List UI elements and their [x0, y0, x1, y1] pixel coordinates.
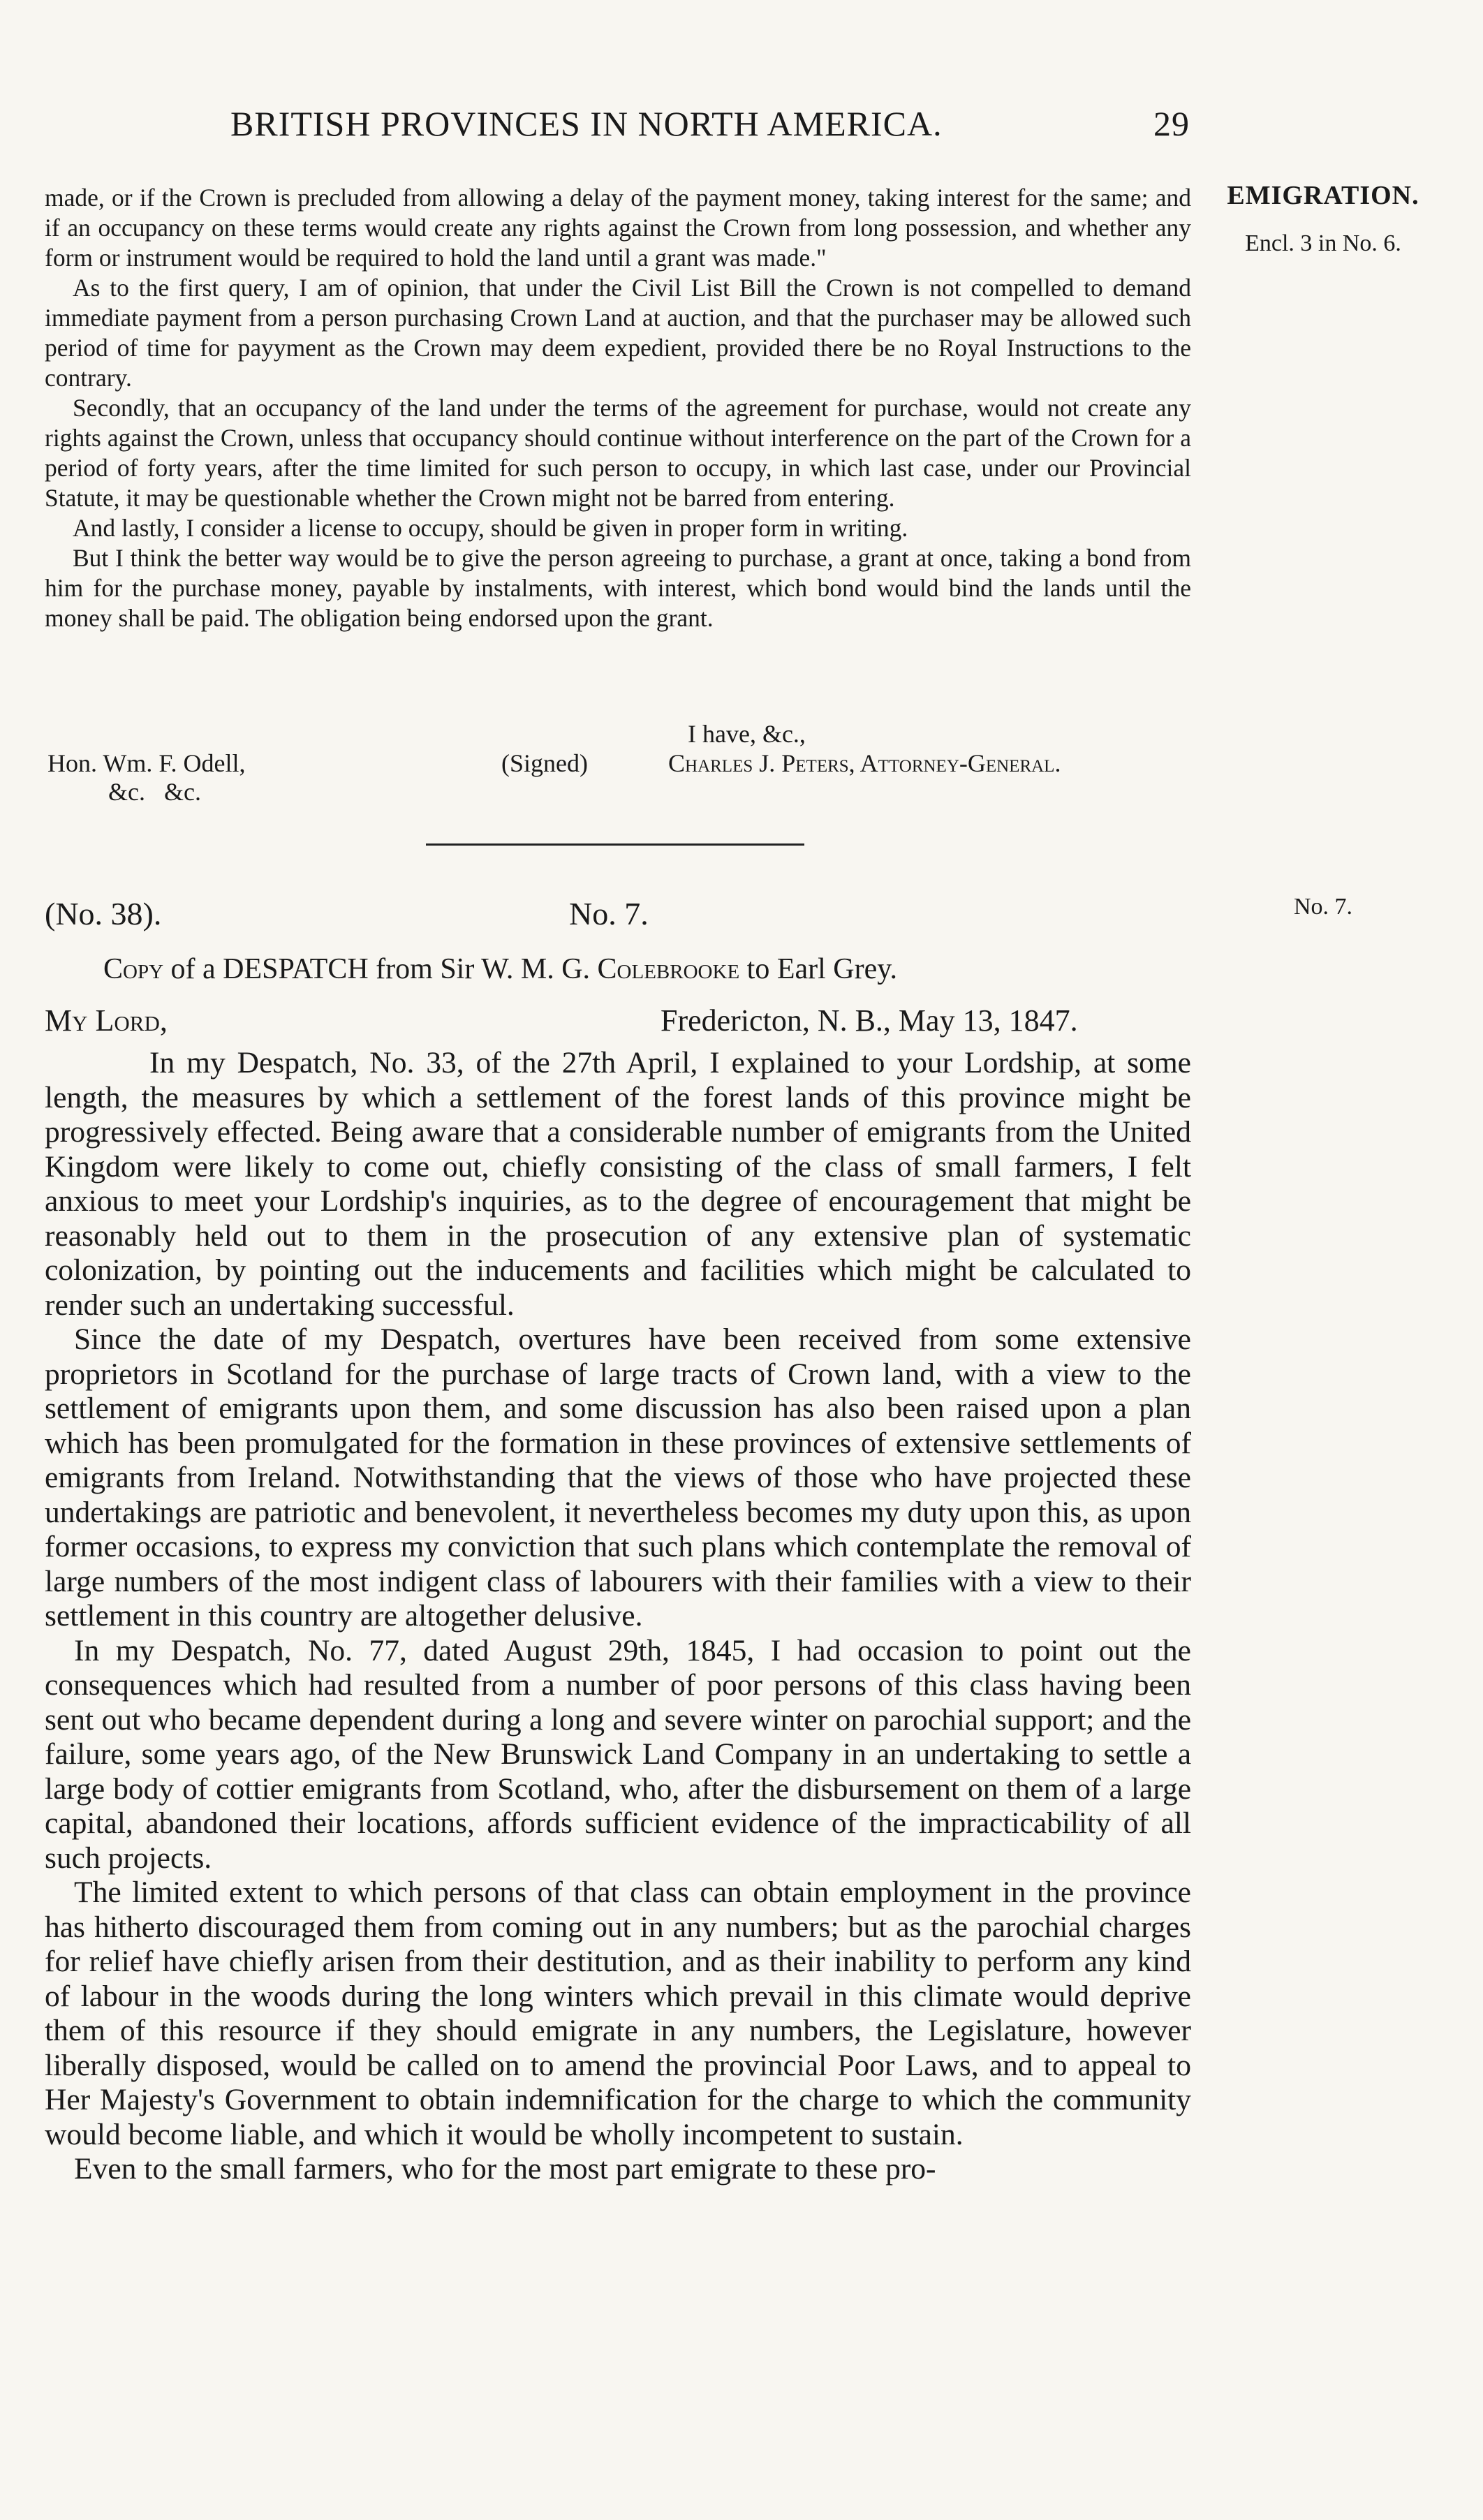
despatch-body: [45, 1046, 1191, 2187]
salutation: My Lord,: [45, 1003, 168, 1038]
enclosure-paragraph: And lastly, I consider a license to occupy, should be given in proper form in writing.: [73, 514, 908, 542]
title-rest: of a DESPATCH from Sir W. M. G.: [163, 953, 598, 985]
despatch-paragraph: In my Despatch, No. 33, of the 27th April, I explained to your Lordship, at some length, the measures by which a settlement of the forest lands of this province might be progressively effected. Being aware that a considerable number of emigrants from the United Kingdom were likely to come out, chiefly consisting of the class of small farmers, I felt anxious to meet your Lordship's inquiries, as to the degree of encouragement that might be reasonably held out to them in the prosecution of any extensive plan of systematic colonization, by pointing out the inducements and facilities which might be calculated to render such an undertaking successful.: [45, 1046, 1191, 1322]
margin-enclosure-label: Encl. 3 in No. 6.: [1245, 230, 1401, 256]
running-header: [230, 103, 1208, 144]
enclosure-paragraph: As to the first query, I am of opinion, that under the Civil List Bill the Crown is not compelled to demand immediate payment from a person purchasing Crown Land at auction, and that the purchaser may be allowed such period of time for payyment as the Crown may deem expedient, provided there be no Royal Instructions to the contrary.: [45, 274, 1191, 392]
despatch-number: No. 7.: [569, 896, 649, 931]
page-number: 29: [1153, 104, 1190, 143]
margin-number-label: No. 7.: [1293, 894, 1353, 920]
enclosure-paragraph: But I think the better way would be to give the person agreeing to purchase, a grant at once, taking a bond from him for the purchase money, payable by instalments, with interest, which bond would bind the lands until the money shall be paid. The obligation being endorsed upon the grant.: [45, 544, 1191, 632]
despatch-ref: (No. 38).: [45, 896, 162, 931]
enclosure-paragraph: Secondly, that an occupancy of the land under the terms of the agreement for purchase, would not create any rights against the Crown, unless that occupancy should continue without interference on the part of the Crown for a period of forty years, after the time limited for such person to occupy, in which last case, under our Provincial Statute, it may be questionable whether the Crown might not be barred from entering.: [45, 394, 1191, 512]
title-copy: Copy: [103, 953, 164, 985]
title-to: to Earl Grey.: [739, 953, 898, 985]
title-from: Colebrooke: [597, 953, 740, 985]
place-date: Fredericton, N. B., May 13, 1847.: [661, 1003, 1078, 1038]
section-divider: [426, 843, 804, 846]
margin-section-label: EMIGRATION.: [1227, 181, 1419, 210]
closing-line: I have, &c.,: [688, 720, 806, 748]
addressee: Hon. Wm. F. Odell,: [47, 749, 246, 777]
enclosure-body: [45, 183, 1191, 633]
enclosure-paragraph: made, or if the Crown is precluded from allowing a delay of the payment money, taking interest for the same; and if an occupancy on these terms would create any rights against the Crown from long possession, and whether any form or instrument would be required to hold the land until a grant was made.": [45, 184, 1191, 272]
despatch-paragraph: Even to the small farmers, who for the most part emigrate to these pro-: [74, 2152, 936, 2186]
despatch-paragraph: Since the date of my Despatch, overtures have been received from some extensive proprietors in Scotland for the purchase of large tracts of Crown land, with a view to the settlement of emigrants upon them, and some discussion has also been raised upon a plan which has been promulgated for the formation in these provinces of extensive settlements of emigrants from Ireland. Notwithstanding that the views of those who have projected these undertakings are patriotic and benevolent, it nevertheless becomes my duty upon this, as upon former occasions, to express my conviction that such plans which contemplate the removal of large numbers of the most indigent class of labourers with their families with a view to their settlement in this country are altogether delusive.: [45, 1322, 1191, 1633]
signed-label: (Signed): [501, 749, 588, 777]
despatch-paragraph: In my Despatch, No. 77, dated August 29th, 1845, I had occasion to point out the consequences which had resulted from a number of poor persons of this class having been sent out who became dependent during a long and severe winter on parochial support; and the failure, some years ago, of the New Brunswick Land Company in an undertaking to settle a large body of cottier emigrants from Scotland, who, after the disbursement on them of a large capital, abandoned their locations, affords sufficient evidence of the impracticability of all such projects.: [45, 1633, 1191, 1875]
despatch-title: [103, 952, 897, 986]
header-title: BRITISH PROVINCES IN NORTH AMERICA.: [230, 104, 943, 143]
addressee-etc: &c. &c.: [108, 778, 201, 806]
despatch-paragraph: The limited extent to which persons of that class can obtain employment in the province has hitherto discouraged them from coming out in any numbers; but as the parochial charges for relief have chiefly arisen from their destitution, and as their inability to perform any kind of labour in the woods during the long winters which prevail in this climate would deprive them of this resource if they should emigrate in any numbers, the Legislature, however liberally disposed, would be called on to amend the provincial Poor Laws, and to appeal to Her Majesty's Government to obtain indemnification for the charge to which the community would become liable, and which it would be wholly incompetent to sustain.: [45, 1876, 1191, 2151]
signatory: Charles J. Peters, Attorney-General.: [668, 749, 1061, 777]
